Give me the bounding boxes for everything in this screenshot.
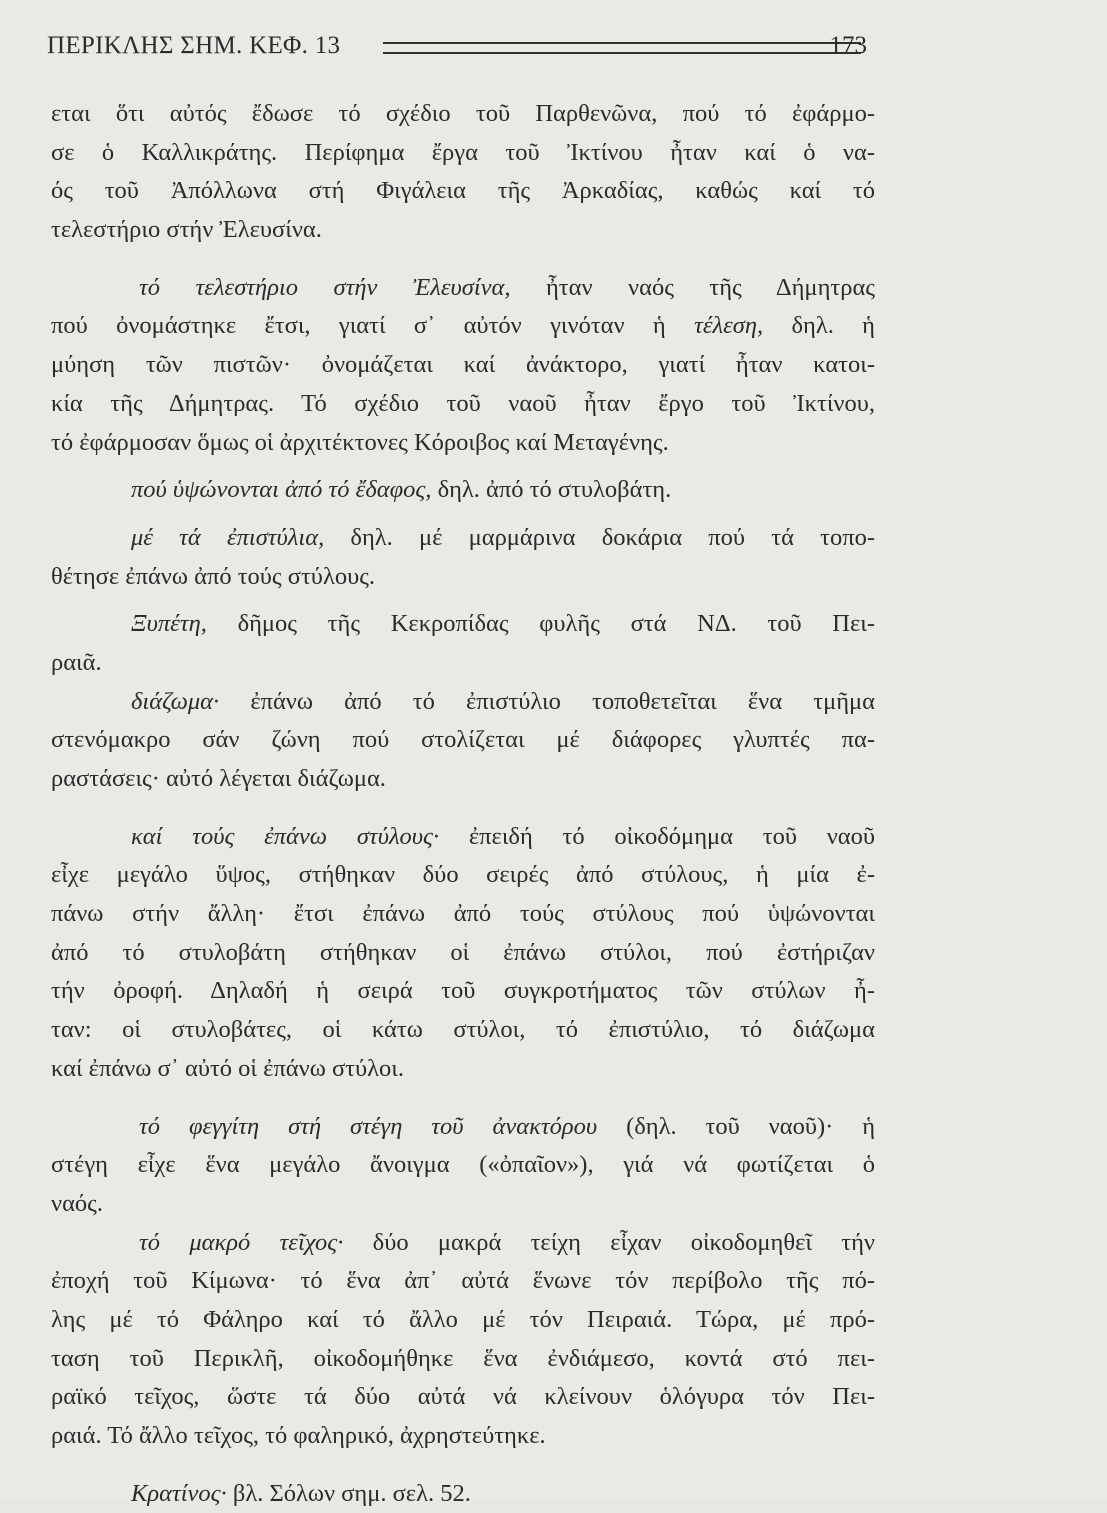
note-kratinos xyxy=(51,1475,875,1513)
lemma: τό φεγγίτη στή στέγη τοῦ ἀνακτόρου xyxy=(139,1112,598,1140)
text-line: πού ὑψώνονται ἀπό τό ἔδαφος, δηλ. ἀπό τό στυλοβάτη. xyxy=(131,476,672,504)
text-line: λης μέ τό Φάληρο καί τό ἄλλο μέ τόν Πειραιά. Τώρα, μέ πρό- xyxy=(51,1305,875,1333)
text-line: πού ὀνομάστηκε ἔτσι, γιατί σ᾽ αὐτόν γινόταν ἡ τέλεση, δηλ. ἡ xyxy=(51,312,875,340)
lemma: πού ὑψώνονται ἀπό τό ἔδαφος, xyxy=(131,476,432,504)
text-line: Ξυπέτη, δῆμος τῆς Κεκροπίδας φυλῆς στά ΝΔ. τοῦ Πει- xyxy=(131,610,875,638)
note-epistylia xyxy=(51,519,875,596)
text-line: ταση τοῦ Περικλῆ, οἰκοδομήθηκε ἕνα ἐνδιάμεσο, κοντά στό πει- xyxy=(51,1344,875,1372)
text-line: τελεστήριο στήν Ἐλευσίνα. xyxy=(51,216,322,244)
text-line: εἶχε μεγάλο ὕψος, στήθηκαν δύο σειρές ἀπό στύλους, ἡ μία ἐ- xyxy=(51,861,875,889)
text-line: ἐποχή τοῦ Κίμωνα· τό ἕνα ἀπ᾽ αὐτά ἕνωνε τόν περίβολο τῆς πό- xyxy=(51,1267,875,1295)
text-line: ναός. xyxy=(51,1189,103,1217)
lemma: καί τούς ἐπάνω στύλους· xyxy=(131,822,440,850)
note-epano-styloi xyxy=(51,818,875,1089)
text-line: ραιᾶ. xyxy=(51,648,102,676)
lemma: τό τελεστήριο στήν Ἐλευσίνα, xyxy=(139,273,511,301)
running-head-title: ΠΕΡΙΚΛΗΣ ΣΗΜ. ΚΕΦ. 13 xyxy=(47,32,341,59)
text-line: τήν ὀροφή. Δηλαδή ἡ σειρά τοῦ συγκροτήματος τῶν στύλων ἦ- xyxy=(51,977,875,1005)
lemma: Ξυπέτη, xyxy=(131,610,207,638)
note-diazoma xyxy=(51,683,875,799)
lemma: μέ τά ἐπιστύλια, xyxy=(131,523,325,551)
running-head-rule xyxy=(383,42,861,54)
text-line: καί ἐπάνω σ᾽ αὐτό οἱ ἐπάνω στύλοι. xyxy=(51,1054,405,1082)
text-line: ραιά. Τό ἄλλο τεῖχος, τό φαληρικό, ἀχρηστεύτηκε. xyxy=(51,1422,546,1449)
text-line: στενόμακρο σάν ζώνη πού στολίζεται μέ διάφορες γλυπτές πα- xyxy=(51,726,875,754)
text-line: τό φεγγίτη στή στέγη τοῦ ἀνακτόρου (δηλ. τοῦ ναοῦ)· ἡ xyxy=(139,1112,876,1140)
text-line: κία τῆς Δήμητρας. Τό σχέδιο τοῦ ναοῦ ἦταν ἔργο τοῦ Ἰκτίνου, xyxy=(51,389,875,417)
commentary-text xyxy=(51,95,875,1513)
text-line: τό μακρό τεῖχος· δύο μακρά τείχη εἶχαν οἰκοδομηθεῖ τήν xyxy=(139,1228,876,1256)
text-line: Κρατίνος· βλ. Σόλων σημ. σελ. 52. xyxy=(131,1479,471,1507)
note-telesterio xyxy=(51,269,875,462)
running-head xyxy=(47,32,867,68)
text-line: καί τούς ἐπάνω στύλους· ἐπειδή τό οἰκοδόμημα τοῦ ναοῦ xyxy=(131,822,875,850)
page-number: 173 xyxy=(829,32,867,59)
text-line: ός τοῦ Ἀπόλλωνα στή Φιγάλεια τῆς Ἀρκαδίας, καθώς καί τό xyxy=(51,177,875,205)
text-line: ταν: οἱ στυλοβάτες, οἱ κάτω στύλοι, τό ἐπιστύλιο, τό διάζωμα xyxy=(51,1016,875,1044)
note-xypeti xyxy=(51,605,875,682)
text-line: σε ὁ Καλλικράτης. Περίφημα ἔργα τοῦ Ἰκτίνου ἦταν καί ὁ να- xyxy=(51,138,875,166)
paragraph-1 xyxy=(51,95,875,250)
text-line: μύηση τῶν πιστῶν· ὀνομάζεται καί ἀνάκτορο, γιατί ἦταν κατοι- xyxy=(51,351,875,379)
text-line: διάζωμα· ἐπάνω ἀπό τό ἐπιστύλιο τοποθετεῖται ἕνα τμῆμα xyxy=(131,687,876,715)
text-line: τό ἐφάρμοσαν ὅμως οἱ ἀρχιτέκτονες Κόροιβος καί Μεταγένης. xyxy=(51,428,669,456)
text-line: εται ὅτι αὐτός ἔδωσε τό σχέδιο τοῦ Παρθενῶνα, πού τό ἐφάρμο- xyxy=(51,100,875,127)
text-line: θέτησε ἐπάνω ἀπό τούς στύλους. xyxy=(51,562,376,590)
text-line: πάνω στήν ἄλλη· ἔτσι ἐπάνω ἀπό τούς στύλους πού ὑψώνονται xyxy=(51,900,875,928)
text-line: ραστάσεις· αὐτό λέγεται διάζωμα. xyxy=(51,765,386,792)
lemma: Κρατίνος· xyxy=(131,1479,227,1507)
text-line: στέγη εἶχε ἕνα μεγάλο ἄνοιγμα («ὀπαῖον»), γιά νά φωτίζεται ὁ xyxy=(51,1151,875,1179)
lemma: τό μακρό τεῖχος· xyxy=(139,1228,344,1256)
text-line: τό τελεστήριο στήν Ἐλευσίνα, ἦταν ναός τῆς Δήμητρας xyxy=(139,273,875,301)
lemma: διάζωμα· xyxy=(131,687,220,715)
text-line: μέ τά ἐπιστύλια, δηλ. μέ μαρμάρινα δοκάρια πού τά τοπο- xyxy=(131,523,876,551)
emphasis: τέλεση, xyxy=(694,312,764,340)
note-makro-teichos xyxy=(51,1224,875,1456)
text-line: ἀπό τό στυλοβάτη στήθηκαν οἱ ἐπάνω στύλοι, πού ἐστήριζαν xyxy=(51,938,875,966)
note-fengiti xyxy=(51,1108,875,1224)
text-line: ραϊκό τεῖχος, ὥστε τά δύο αὐτά νά κλείνουν ὁλόγυρα τόν Πει- xyxy=(51,1383,875,1411)
note-ypsonontai xyxy=(51,471,875,510)
